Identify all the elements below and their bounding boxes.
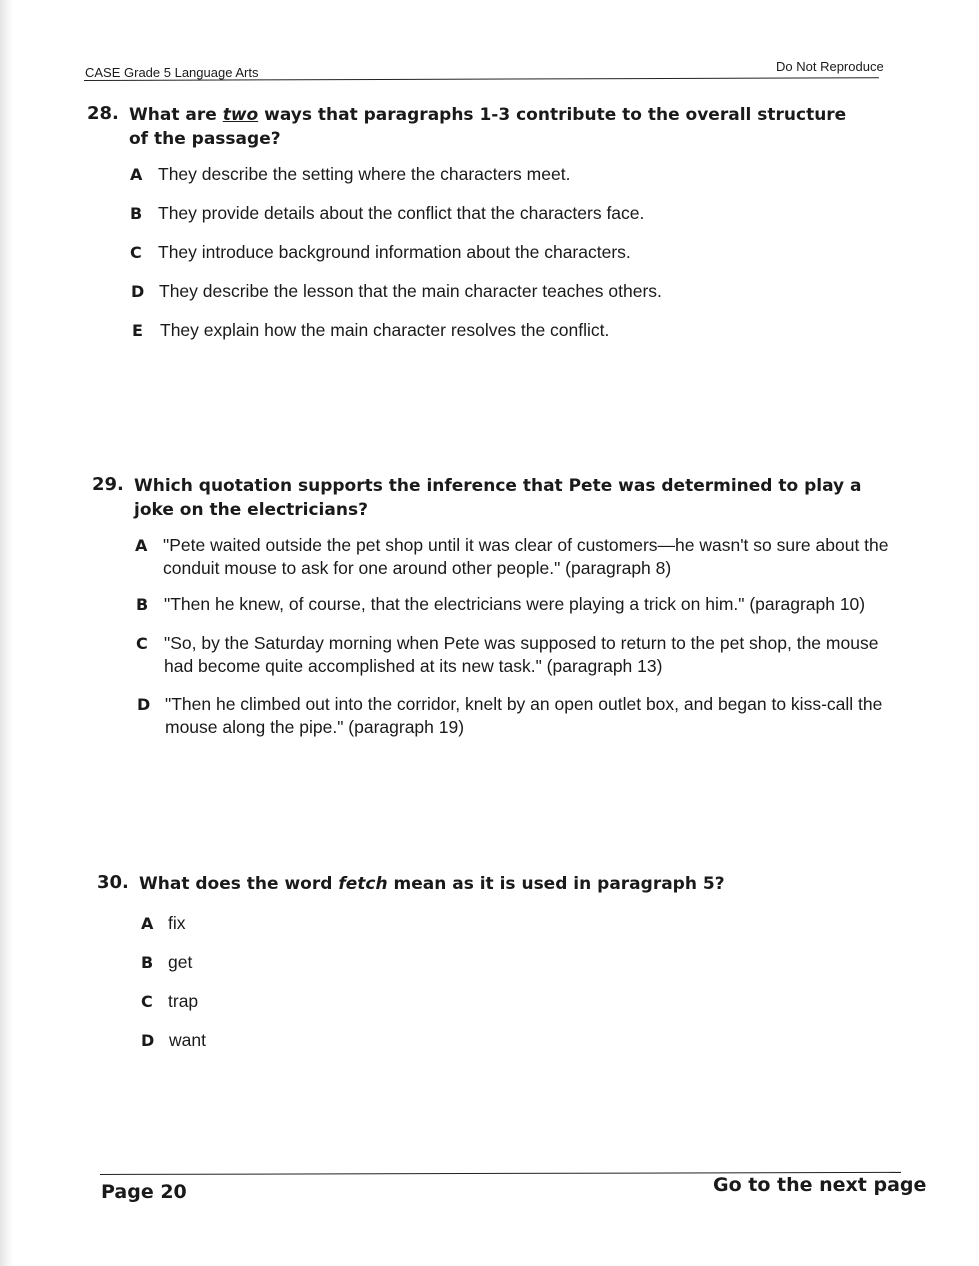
option-letter: C xyxy=(136,634,148,653)
question-text: Which quotation supports the inference that Pete was determined to play a joke on the electricians? xyxy=(134,476,862,520)
question-30 xyxy=(97,872,797,902)
page-number: Page 20 xyxy=(101,1181,187,1203)
question-text: What does the word fetch mean as it is used in paragraph 5? xyxy=(139,874,725,894)
option-letter: C xyxy=(130,243,142,262)
scan-page-edge xyxy=(0,0,14,1266)
header-notice: Do Not Reproduce xyxy=(776,59,884,74)
question-text: What are two ways that paragraphs 1-3 contribute to the overall structure of the passage? xyxy=(129,105,847,149)
option-text: They explain how the main character resolves the conflict. xyxy=(160,320,610,340)
option-letter: D xyxy=(141,1031,155,1050)
option-text: "Pete waited outside the pet shop until it was clear of customers—he wasn't so sure about the conduit mouse to ask for one around other people." (paragraph 8) xyxy=(163,535,889,578)
question-29 xyxy=(92,474,882,524)
option-text: want xyxy=(169,1030,206,1050)
question-number: 28. xyxy=(87,103,119,124)
option-letter: A xyxy=(135,536,148,555)
emphasis-word: two xyxy=(222,105,259,125)
option-text: "Then he climbed out into the corridor, knelt by an open outlet box, and began to kiss-call the mouse along the pipe." (paragraph 19) xyxy=(165,694,883,737)
option-text: get xyxy=(168,952,193,972)
option-text: They introduce background information about the characters. xyxy=(158,242,631,262)
option-letter: A xyxy=(141,914,154,933)
option-text: They describe the setting where the characters meet. xyxy=(158,164,571,184)
emphasis-word: fetch xyxy=(338,874,388,894)
option-letter: C xyxy=(141,992,153,1011)
option-letter: B xyxy=(130,204,143,223)
header-course-title: CASE Grade 5 Language Arts xyxy=(85,65,259,80)
next-page-prompt: Go to the next page xyxy=(713,1174,927,1196)
option-text: They describe the lesson that the main character teaches others. xyxy=(159,281,662,301)
option-letter: E xyxy=(132,321,143,340)
option-text: They provide details about the conflict that the characters face. xyxy=(158,203,645,223)
option-letter: D xyxy=(131,282,145,301)
option-letter: B xyxy=(136,595,149,614)
option-letter: B xyxy=(141,953,154,972)
option-text: fix xyxy=(168,913,186,933)
option-text: "So, by the Saturday morning when Pete was supposed to return to the pet shop, the mouse had become quite accomplished at its new task." (paragraph 13) xyxy=(164,633,879,676)
option-text: trap xyxy=(168,991,199,1011)
question-number: 29. xyxy=(92,474,124,495)
option-text: "Then he knew, of course, that the electricians were playing a trick on him." (paragraph 10) xyxy=(164,594,866,614)
question-28 xyxy=(87,103,867,153)
question-number: 30. xyxy=(97,872,129,893)
option-letter: A xyxy=(130,165,143,184)
option-letter: D xyxy=(137,695,151,714)
